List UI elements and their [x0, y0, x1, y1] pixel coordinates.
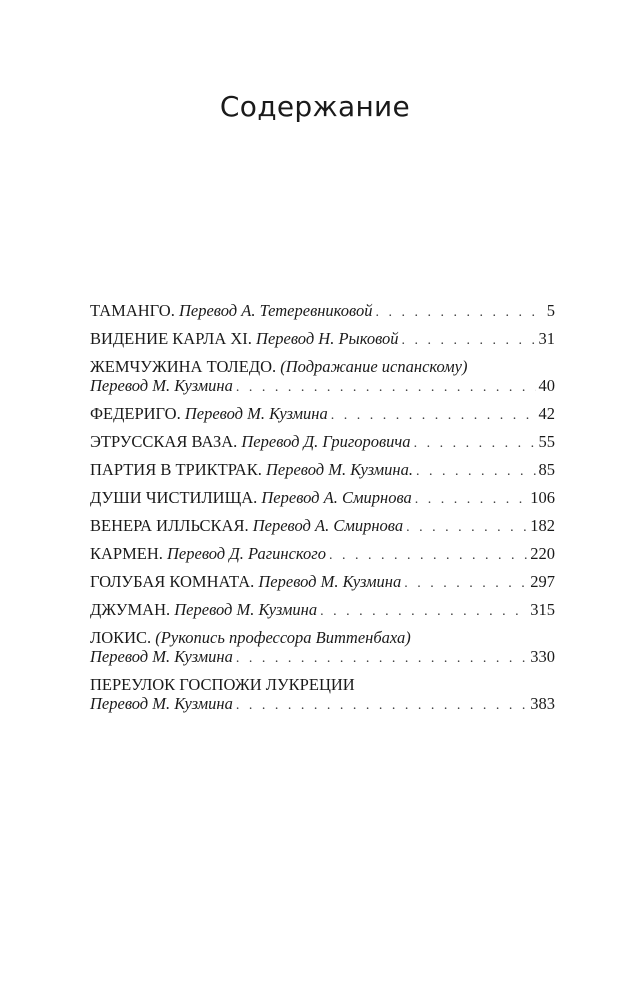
toc-entry-translator: Перевод М. Кузмина: [184, 404, 328, 423]
dot-leader: [236, 649, 527, 668]
toc-entry-page: 182: [530, 516, 555, 535]
toc-entry: [90, 544, 555, 565]
toc-entry-translator: Перевод М. Кузмина: [174, 600, 318, 619]
toc-entry-subtitle: (Подражание испанскому): [280, 357, 468, 376]
toc-entry-translator: Перевод А. Смирнова: [252, 516, 404, 535]
toc-entry-translator: Перевод М. Кузмина: [90, 694, 233, 713]
dot-leader: [404, 574, 527, 593]
toc-entry-title: ВЕНЕРА ИЛЛЬСКАЯ.: [90, 516, 249, 535]
toc-entry-title: ГОЛУБАЯ КОМНАТА.: [90, 572, 255, 591]
toc-entry-translator: Перевод Д. Григоровича: [241, 432, 411, 451]
toc-entry-page: 40: [538, 376, 555, 395]
dot-leader: [236, 696, 527, 715]
toc-entry-translator: Перевод М. Кузмина: [90, 376, 233, 395]
dot-leader: [414, 434, 536, 453]
dot-leader: [416, 462, 536, 481]
toc-entry-translator: Перевод А. Смирнова: [261, 488, 412, 507]
toc-entry: [90, 460, 555, 481]
toc-entry: [90, 600, 555, 621]
toc-entry-page: 42: [538, 404, 555, 423]
toc-entry-title: ЖЕМЧУЖИНА ТОЛЕДО.: [90, 357, 277, 376]
dot-leader: [415, 490, 527, 509]
toc-entry-translator: Перевод Д. Рагинского: [167, 544, 326, 563]
toc-entry-translator: Перевод М. Кузмина: [90, 647, 233, 666]
toc-entry: [90, 301, 555, 322]
toc-entry-page: 297: [530, 572, 555, 591]
toc-entry-title: ФЕДЕРИГО.: [90, 404, 181, 423]
dot-leader: [375, 303, 543, 322]
toc-entry-title: ЛОКИС.: [90, 628, 152, 647]
toc-entry-page: 85: [538, 460, 555, 479]
toc-entry-title: КАРМЕН.: [90, 544, 163, 563]
toc-entry-translator: Перевод М. Кузмина: [258, 572, 402, 591]
table-of-contents: [90, 301, 555, 722]
toc-entry-title: ЭТРУССКАЯ ВАЗА.: [90, 432, 238, 451]
toc-entry-page: 31: [538, 329, 555, 348]
toc-entry-translator: Перевод А. Тетеревниковой: [178, 301, 373, 320]
toc-entry-title: ПЕРЕУЛОК ГОСПОЖИ ЛУКРЕЦИИ: [90, 675, 355, 694]
toc-entry-translator: Перевод Н. Рыковой: [256, 329, 399, 348]
page-title: Содержание: [219, 90, 411, 123]
toc-entry-page: 5: [546, 301, 555, 320]
toc-entry-title: ДУШИ ЧИСТИЛИЩА.: [90, 488, 258, 507]
toc-entry-page: 220: [530, 544, 555, 563]
dot-leader: [329, 546, 527, 565]
dot-leader: [331, 406, 536, 425]
toc-entry-page: 55: [538, 432, 555, 451]
toc-entry: [90, 675, 555, 715]
toc-entry: [90, 357, 555, 397]
toc-entry-page: 106: [530, 488, 555, 507]
dot-leader: [406, 518, 527, 537]
toc-entry: [90, 516, 555, 537]
toc-entry-translator: Перевод М. Кузмина.: [265, 460, 413, 479]
toc-entry: [90, 488, 555, 509]
toc-entry: [90, 572, 555, 593]
toc-entry: [90, 628, 555, 668]
toc-entry-page: 383: [530, 694, 555, 713]
toc-entry: [90, 329, 555, 350]
dot-leader: [320, 602, 527, 621]
toc-entry-title: ДЖУМАН.: [90, 600, 171, 619]
dot-leader: [236, 378, 536, 397]
dot-leader: [402, 331, 536, 350]
toc-entry-title: ТАМАНГО.: [90, 301, 175, 320]
toc-entry-page: 315: [530, 600, 555, 619]
toc-entry-subtitle: (Рукопись профессора Виттенбаха): [155, 628, 411, 647]
toc-entry-page: 330: [530, 647, 555, 666]
toc-entry: [90, 404, 555, 425]
toc-entry-title: ВИДЕНИЕ КАРЛА XI.: [90, 329, 252, 348]
toc-entry-title: ПАРТИЯ В ТРИКТРАК.: [90, 460, 262, 479]
toc-entry: [90, 432, 555, 453]
